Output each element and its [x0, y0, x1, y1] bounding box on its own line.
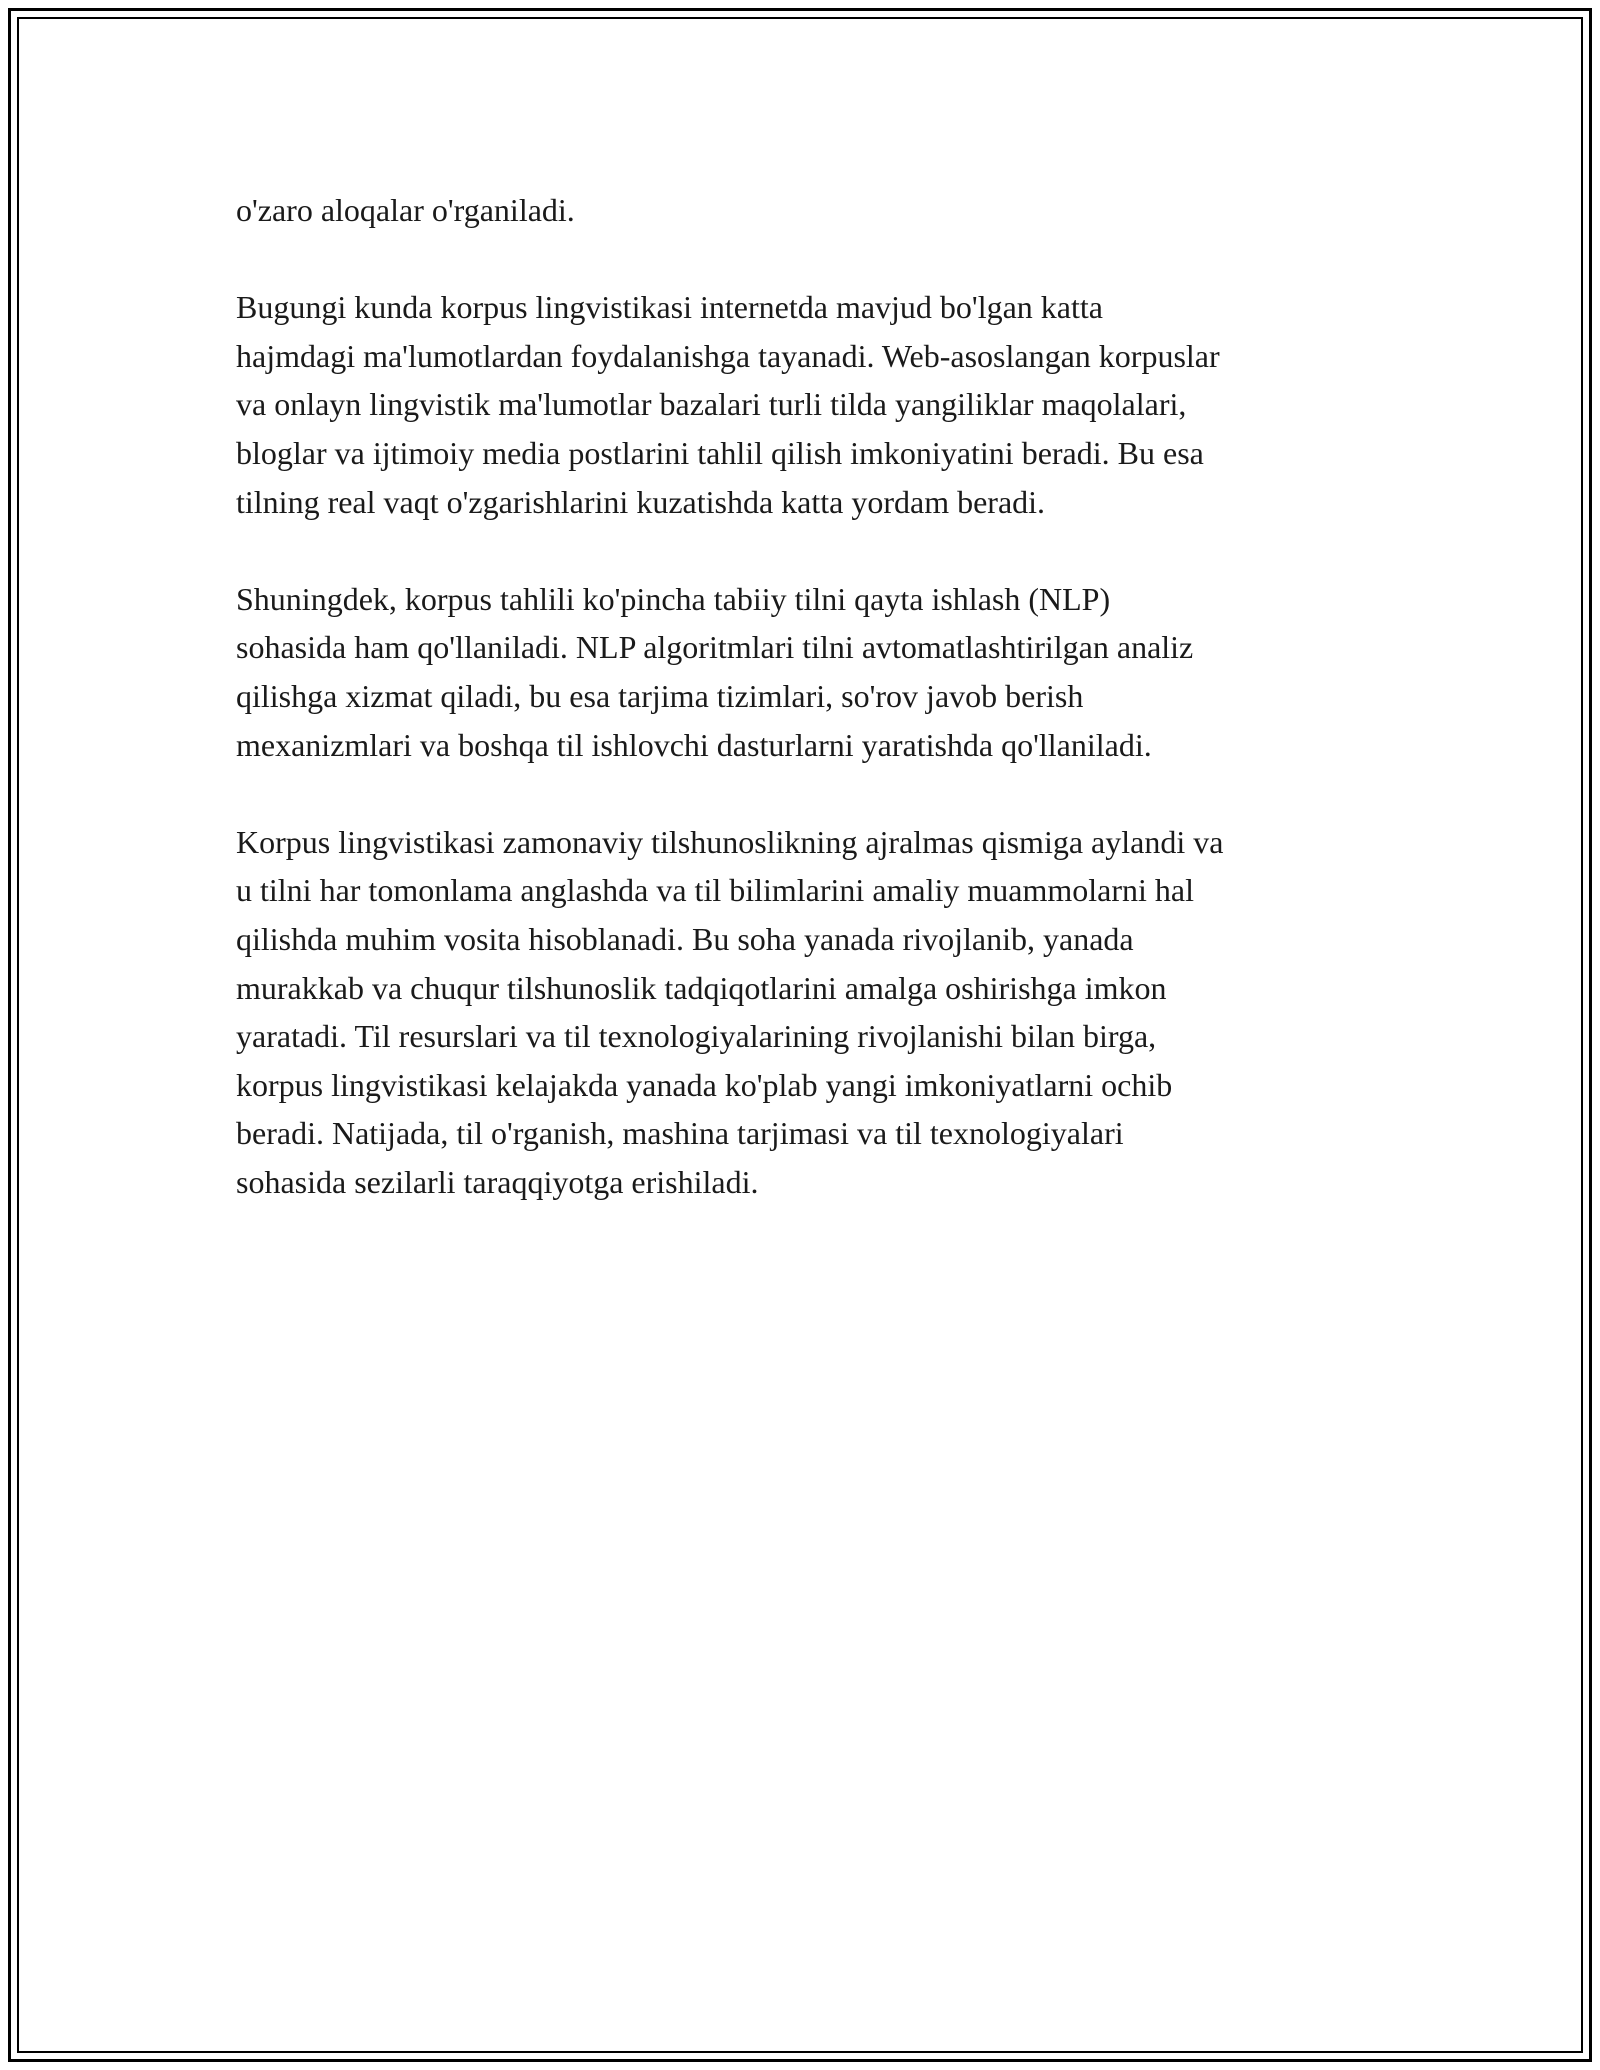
paragraph-continuation — [236, 186, 1386, 235]
text-line: Bugungi kunda korpus lingvistikasi internetda mavjud bo'lgan katta — [236, 289, 1103, 326]
text-line: bloglar va ijtimoiy media postlarini tahlil qilish imkoniyatini beradi. Bu esa — [236, 434, 1204, 471]
text-line: qilishda muhim vosita hisoblanadi. Bu soha yanada rivojlanib, yanada — [236, 920, 1134, 957]
text-line: sohasida sezilarli taraqqiyotga erishiladi. — [236, 1163, 759, 1200]
paragraph-nlp — [236, 575, 1386, 769]
text-line: u tilni har tomonlama anglashda va til bilimlarini amaliy muammolarni hal — [236, 872, 1194, 909]
text-line: tilning real vaqt o'zgarishlarini kuzatishda katta yordam beradi. — [236, 483, 1046, 520]
document-body — [236, 186, 1386, 1255]
paragraph-web-corpora — [236, 283, 1386, 526]
text-line: hajmdagi ma'lumotlardan foydalanishga tayanadi. Web-asoslangan korpuslar — [236, 337, 1220, 374]
text-line: murakkab va chuqur tilshunoslik tadqiqotlarini amalga oshirishga imkon — [236, 969, 1167, 1006]
text-line: mexanizmlari va boshqa til ishlovchi dasturlarni yaratishda qo'llaniladi. — [236, 726, 1152, 763]
text-line: Shuningdek, korpus tahlili ko'pincha tabiiy tilni qayta ishlash (NLP) — [236, 580, 1111, 617]
paragraph-conclusion — [236, 818, 1386, 1207]
text-line: beradi. Natijada, til o'rganish, mashina tarjimasi va til texnologiyalari — [236, 1115, 1124, 1152]
text-line: o'zaro aloqalar o'rganiladi. — [236, 192, 575, 228]
text-line: yaratadi. Til resurslari va til texnologiyalarining rivojlanishi bilan birga, — [236, 1018, 1157, 1055]
text-line: Korpus lingvistikasi zamonaviy tilshunoslikning ajralmas qismiga aylandi va — [236, 823, 1224, 860]
text-line: sohasida ham qo'llaniladi. NLP algoritmlari tilni avtomatlashtirilgan analiz — [236, 629, 1194, 666]
text-line: va onlayn lingvistik ma'lumotlar bazalari turli tilda yangiliklar maqolalari, — [236, 386, 1187, 423]
text-line: qilishga xizmat qiladi, bu esa tarjima tizimlari, so'rov javob berish — [236, 677, 1084, 714]
text-line: korpus lingvistikasi kelajakda yanada ko'plab yangi imkoniyatlarni ochib — [236, 1066, 1173, 1103]
